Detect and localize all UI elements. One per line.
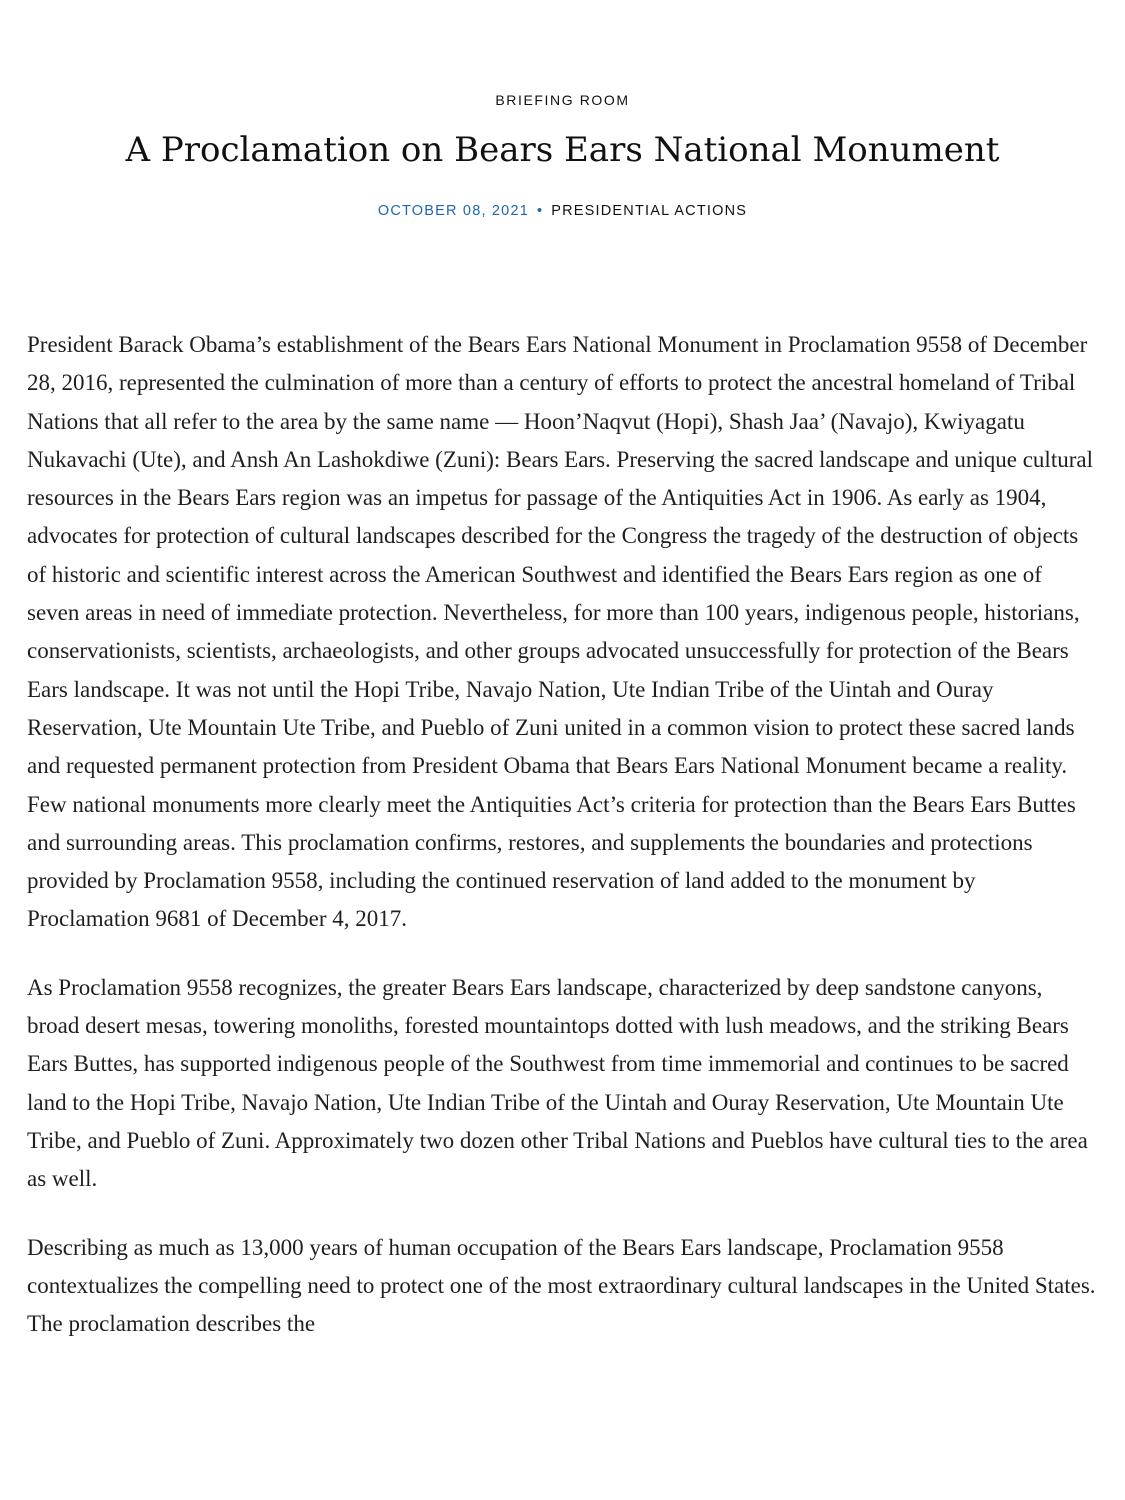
section-eyebrow[interactable]: BRIEFING ROOM [495,92,630,108]
paragraph: Describing as much as 13,000 years of human occupation of the Bears Ears landscape, Proclamation 9558 contextualizes the compelling need to protect one of the most extraordinary cultural landscapes in the United States. The proclamation describes the [27,1234,1096,1337]
paragraph: President Barack Obama’s establishment of the Bears Ears National Monument in Proclamation 9558 of December 28, 2016, represented the culmination of more than a century of efforts to protect the ancestral homeland of Tribal Nations that all refer to the area by the same name — Hoon’Naqvut (Hopi), Shash Jaa’ (Navajo), Kwiyagatu Nukavachi (Ute), and Ansh An Lashokdiwe (Zuni): Bears Ears. Preserving the sacred landscape and unique cultural resources in the Bears Ears region was an impetus for passage of the Antiquities Act in 1906. As early as 1904, advocates for protection of cultural landscapes described for the Congress the tragedy of the destruction of objects of historic and scientific interest across the American Southwest and identified the Bears Ears region as one of seven areas in need of immediate protection. Nevertheless, for more than 100 years, indigenous people, historians, conservationists, scientists, archaeologists, and other groups advocated unsuccessfully for protection of the Bears Ears landscape. It was not until the Hopi Tribe, Navajo Nation, Ute Indian Tribe of the Uintah and Ouray Reservation, Ute Mountain Ute Tribe, and Pueblo of Zuni united in a common vision to protect these sacred lands and requested permanent protection from President Obama that Bears Ears National Monument became a reality. Few national monuments more clearly meet the Antiquities Act’s criteria for protection than the Bears Ears Buttes and surrounding areas. This proclamation confirms, restores, and supplements the boundaries and protections provided by Proclamation 9558, including the continued reservation of land added to the monument by Proclamation 9681 of December 4, 2017. [27,332,1093,932]
article-meta [0,203,1125,219]
page-title: A Proclamation on Bears Ears National Monument [125,130,1000,170]
article-body [27,326,1099,1373]
meta-separator: • [536,202,544,219]
publish-date: OCTOBER 08, 2021 [377,202,529,219]
paragraph: As Proclamation 9558 recognizes, the greater Bears Ears landscape, characterized by deep sandstone canyons, broad desert mesas, towering monoliths, forested mountaintops dotted with lush meadows, and the striking Bears Ears Buttes, has supported indigenous people of the Southwest from time immemorial and continues to be sacred land to the Hopi Tribe, Navajo Nation, Ute Indian Tribe of the Uintah and Ouray Reservation, Ute Mountain Ute Tribe, and Pueblo of Zuni. Approximately two dozen other Tribal Nations and Pueblos have cultural ties to the area as well. [27,974,1088,1192]
article-header [0,0,1125,219]
category-link[interactable]: PRESIDENTIAL ACTIONS [551,202,748,219]
